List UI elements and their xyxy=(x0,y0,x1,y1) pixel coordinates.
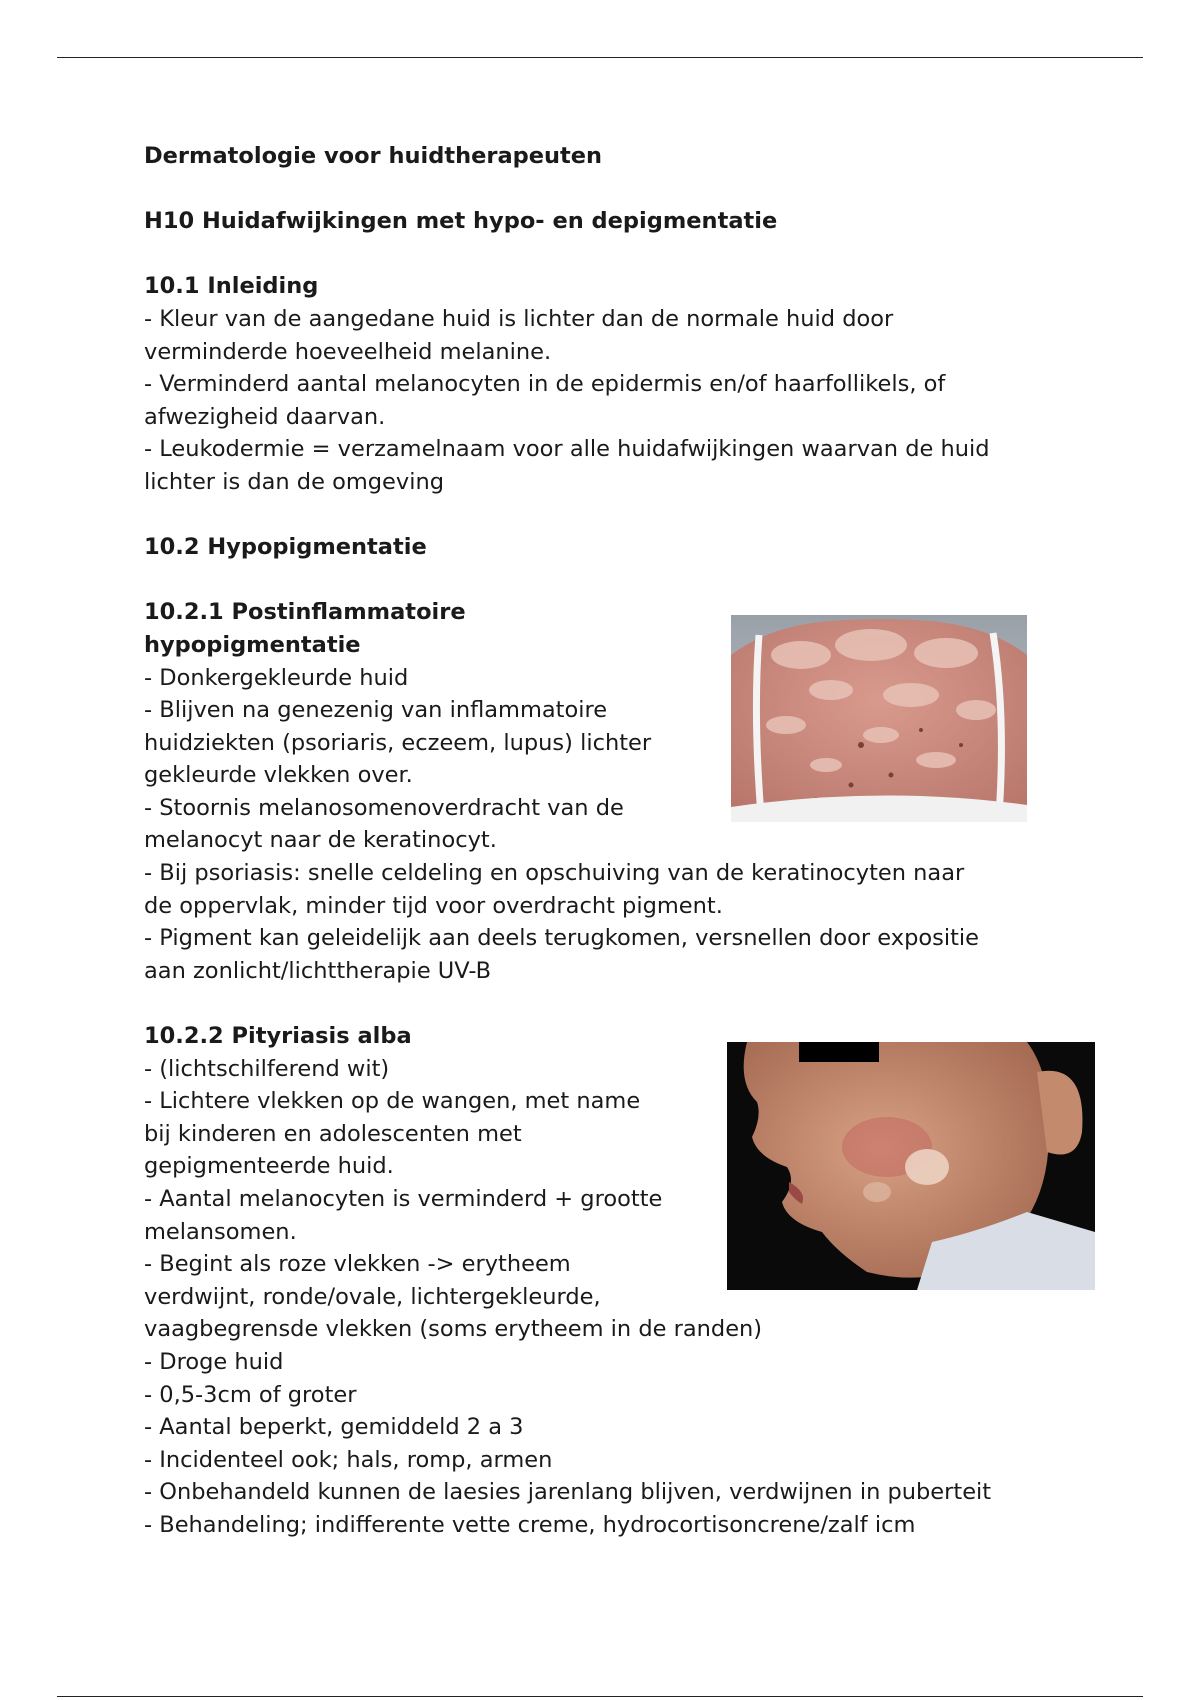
paragraph-line: melanocyt naar de keratinocyt. xyxy=(144,827,497,854)
paragraph-line: aan zonlicht/lichttherapie UV-B xyxy=(144,957,492,984)
paragraph-line: de oppervlak, minder tijd voor overdracht pigment. xyxy=(144,892,723,919)
face-skin-photo xyxy=(727,1042,1095,1290)
paragraph-line: - Stoornis melanosomenoverdracht van de xyxy=(144,794,624,821)
paragraph-line: - Bij psoriasis: snelle celdeling en opschuiving van de keratinocyten naar xyxy=(144,860,965,887)
paragraph-line: - Begint als roze vlekken -> erytheem xyxy=(144,1251,571,1278)
paragraph-line: - Behandeling; indifferente vette creme, hydrocortisoncrene/zalf icm xyxy=(144,1511,916,1538)
section-heading-10-2: 10.2 Hypopigmentatie xyxy=(144,534,427,561)
document-title: Dermatologie voor huidtherapeuten xyxy=(144,143,603,169)
paragraph-line: - Aantal melanocyten is verminderd + grootte xyxy=(144,1186,663,1212)
paragraph-line: gepigmenteerde huid. xyxy=(144,1153,394,1180)
paragraph-line: - Blijven na genezenig van inflammatoire xyxy=(144,697,608,724)
section-heading-10-2-2: 10.2.2 Pityriasis alba xyxy=(144,1023,412,1050)
paragraph-line: - Incidenteel ook; hals, romp, armen xyxy=(144,1446,553,1473)
paragraph-line: verminderde hoeveelheid melanine. xyxy=(144,338,552,365)
footer-rule xyxy=(57,1696,1143,1697)
back-skin-photo xyxy=(731,615,1027,822)
paragraph-line: - Pigment kan geleidelijk aan deels terugkomen, versnellen door expositie xyxy=(144,925,980,952)
section-heading-10-2-1-cont: hypopigmentatie xyxy=(144,631,361,658)
chapter-title: H10 Huidafwijkingen met hypo- en depigmentatie xyxy=(144,208,778,235)
paragraph-line: - (lichtschilferend wit) xyxy=(144,1055,390,1082)
header-rule xyxy=(57,57,1143,58)
section-heading-10-1: 10.1 Inleiding xyxy=(144,273,319,300)
paragraph-line: huidziekten (psoriaris, eczeem, lupus) lichter xyxy=(144,729,652,756)
paragraph-line: - Aantal beperkt, gemiddeld 2 a 3 xyxy=(144,1414,524,1441)
paragraph-line: - 0,5-3cm of groter xyxy=(144,1381,357,1408)
paragraph-line: - Droge huid xyxy=(144,1348,284,1375)
paragraph-line: gekleurde vlekken over. xyxy=(144,762,413,789)
paragraph-line: afwezigheid daarvan. xyxy=(144,403,386,430)
paragraph-line: - Onbehandeld kunnen de laesies jarenlang blijven, verdwijnen in puberteit xyxy=(144,1479,992,1506)
paragraph-line: lichter is dan de omgeving xyxy=(144,468,445,495)
paragraph-line: bij kinderen en adolescenten met xyxy=(144,1120,522,1147)
paragraph-line: - Lichtere vlekken op de wangen, met name xyxy=(144,1088,641,1115)
paragraph-line: melansomen. xyxy=(144,1218,297,1245)
section-heading-10-2-1: 10.2.1 Postinflammatoire xyxy=(144,599,466,626)
paragraph-line: - Leukodermie = verzamelnaam voor alle huidafwijkingen waarvan de huid xyxy=(144,436,990,463)
paragraph-line: - Verminderd aantal melanocyten in de epidermis en/of haarfollikels, of xyxy=(144,371,946,398)
paragraph-line: - Donkergekleurde huid xyxy=(144,664,409,691)
paragraph-line: vaagbegrensde vlekken (soms erytheem in de randen) xyxy=(144,1316,763,1343)
paragraph-line: verdwijnt, ronde/ovale, lichtergekleurde, xyxy=(144,1283,601,1310)
paragraph-line: - Kleur van de aangedane huid is lichter dan de normale huid door xyxy=(144,305,894,332)
document-body xyxy=(144,140,1074,1542)
